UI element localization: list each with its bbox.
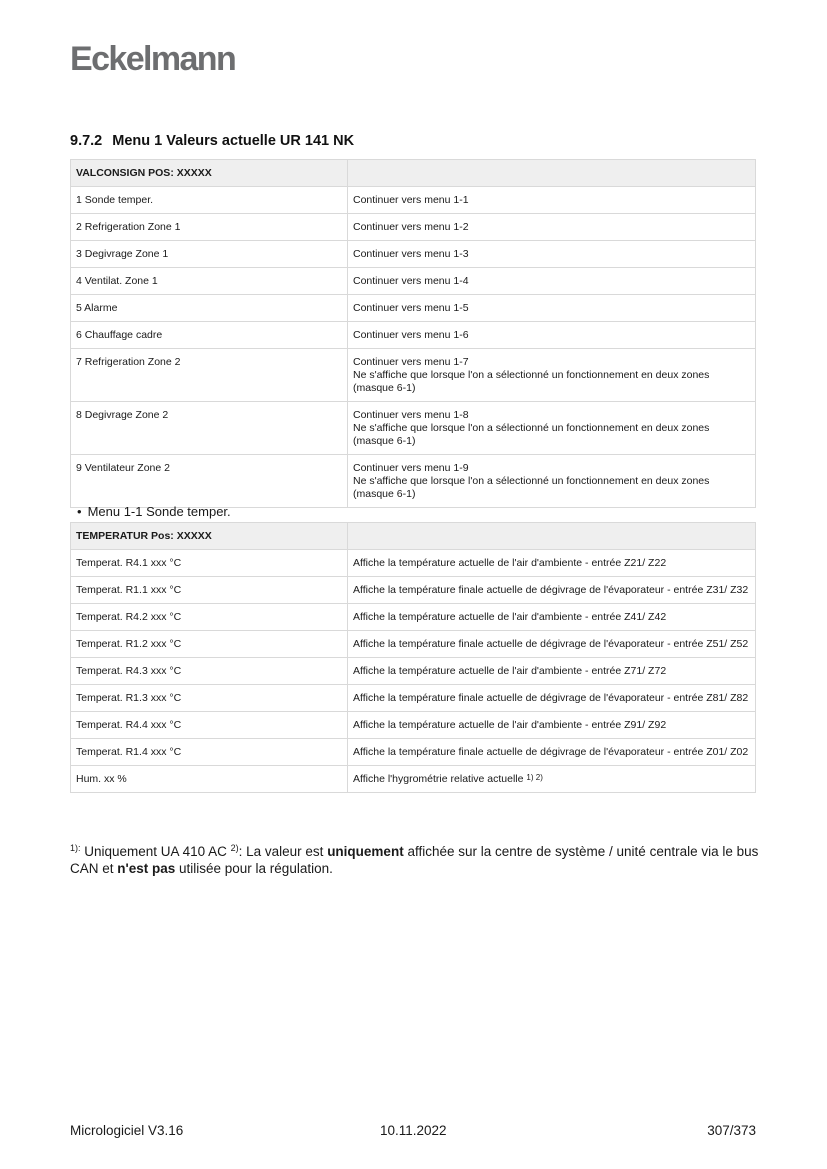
table-cell-desc: Affiche la température actuelle de l'air d'ambiente - entrée Z91/ Z92 — [348, 712, 756, 739]
desc-line: Continuer vers menu 1-6 — [353, 329, 469, 341]
table-row — [71, 241, 756, 268]
table-cell-label: Temperat. R1.1 xxx °C — [71, 577, 348, 604]
table-cell-label: Temperat. R4.3 xxx °C — [71, 658, 348, 685]
desc-line: Continuer vers menu 1-2 — [353, 221, 469, 233]
table-cell-label: Temperat. R4.2 xxx °C — [71, 604, 348, 631]
table-cell-desc — [348, 349, 756, 402]
table-cell-desc: Affiche la température actuelle de l'air d'ambiente - entrée Z71/ Z72 — [348, 658, 756, 685]
table-cell-label: 4 Ventilat. Zone 1 — [71, 268, 348, 295]
footnote — [70, 843, 760, 877]
table-cell-label: Temperat. R4.1 xxx °C — [71, 550, 348, 577]
table-row — [71, 739, 756, 766]
desc-note: Ne s'affiche que lorsque l'on a sélectionné un fonctionnement en deux zones (masque 6-1) — [353, 369, 710, 394]
table-cell-label: Temperat. R4.4 xxx °C — [71, 712, 348, 739]
footnote-text: utilisée pour la régulation. — [175, 861, 333, 876]
desc-line: Continuer vers menu 1-4 — [353, 275, 469, 287]
table-cell-desc — [348, 214, 756, 241]
table-header-empty-cell — [348, 160, 756, 187]
table-cell-desc — [348, 455, 756, 508]
table-row — [71, 349, 756, 402]
eckelmann-logo: Eckelmann — [70, 40, 236, 78]
table-cell-desc — [348, 241, 756, 268]
table-cell-desc — [348, 766, 756, 793]
table-row — [71, 604, 756, 631]
table-cell-label: 2 Refrigeration Zone 1 — [71, 214, 348, 241]
table-cell-desc — [348, 402, 756, 455]
table-header-cell: VALCONSIGN POS: XXXXX — [71, 160, 348, 187]
bullet-item — [77, 504, 231, 519]
table-cell-label: 8 Degivrage Zone 2 — [71, 402, 348, 455]
footnote-text: : La valeur est — [238, 844, 328, 859]
section-title-text: Menu 1 Valeurs actuelle UR 141 NK — [112, 133, 355, 149]
table-row — [71, 268, 756, 295]
footnote-marker-1: 1): — [70, 843, 81, 853]
table-cell-desc: Affiche la température finale actuelle de dégivrage de l'évaporateur - entrée Z51/ Z52 — [348, 631, 756, 658]
bullet-dot-icon: • — [77, 504, 82, 519]
desc-note: Ne s'affiche que lorsque l'on a sélectionné un fonctionnement en deux zones (masque 6-1) — [353, 422, 710, 447]
valconsign-table — [70, 159, 756, 508]
table-cell-label: 1 Sonde temper. — [71, 187, 348, 214]
table-row — [71, 631, 756, 658]
table-cell-label: 5 Alarme — [71, 295, 348, 322]
desc-line: Continuer vers menu 1-5 — [353, 302, 469, 314]
table-row — [71, 712, 756, 739]
table-row — [71, 295, 756, 322]
footnote-ref: 1) 2) — [526, 773, 543, 782]
table-cell-desc: Affiche la température finale actuelle de dégivrage de l'évaporateur - entrée Z01/ Z02 — [348, 739, 756, 766]
table-cell-desc: Affiche la température finale actuelle de dégivrage de l'évaporateur - entrée Z31/ Z32 — [348, 577, 756, 604]
footnote-bold: n'est pas — [117, 861, 176, 876]
table-cell-desc: Affiche la température actuelle de l'air d'ambiente - entrée Z41/ Z42 — [348, 604, 756, 631]
desc-line: Continuer vers menu 1-9 — [353, 462, 469, 474]
table-row — [71, 550, 756, 577]
table-cell-label: 3 Degivrage Zone 1 — [71, 241, 348, 268]
bullet-text: Menu 1-1 Sonde temper. — [87, 504, 231, 519]
table-row — [71, 577, 756, 604]
temperatur-table — [70, 522, 756, 793]
table-cell-label: Temperat. R1.4 xxx °C — [71, 739, 348, 766]
table-row — [71, 658, 756, 685]
table-row — [71, 685, 756, 712]
footer-firmware: Micrologiciel V3.16 — [70, 1123, 184, 1138]
table-row — [71, 322, 756, 349]
section-number: 9.7.2 — [70, 133, 103, 149]
table-row — [71, 766, 756, 793]
table-cell-label: Hum. xx % — [71, 766, 348, 793]
table-header-empty-cell — [348, 523, 756, 550]
table-row — [71, 214, 756, 241]
footnote-text: Uniquement UA 410 AC — [80, 844, 231, 859]
table-cell-desc: Affiche la température finale actuelle de dégivrage de l'évaporateur - entrée Z81/ Z82 — [348, 685, 756, 712]
desc-line: Continuer vers menu 1-8 — [353, 409, 469, 421]
table-cell-label: 7 Refrigeration Zone 2 — [71, 349, 348, 402]
section-title — [70, 133, 354, 149]
table-cell-desc — [348, 295, 756, 322]
desc-line: Continuer vers menu 1-1 — [353, 194, 469, 206]
footnote-marker-2: 2) — [230, 843, 239, 853]
table-header-row — [71, 523, 756, 550]
table-cell-label: 6 Chauffage cadre — [71, 322, 348, 349]
table-row — [71, 187, 756, 214]
footer-date: 10.11.2022 — [380, 1123, 447, 1138]
desc-note: Ne s'affiche que lorsque l'on a sélectionné un fonctionnement en deux zones (masque 6-1) — [353, 475, 710, 500]
desc-text: Affiche l'hygrométrie relative actuelle — [353, 773, 524, 785]
desc-line: Continuer vers menu 1-7 — [353, 356, 469, 368]
table-cell-desc: Affiche la température actuelle de l'air d'ambiente - entrée Z21/ Z22 — [348, 550, 756, 577]
desc-line: Continuer vers menu 1-3 — [353, 248, 469, 260]
footer-page-number: 307/373 — [707, 1123, 756, 1138]
table-row — [71, 455, 756, 508]
footnote-bold: uniquement — [327, 844, 404, 859]
table-cell-desc — [348, 322, 756, 349]
table-cell-label: 9 Ventilateur Zone 2 — [71, 455, 348, 508]
table-cell-desc — [348, 268, 756, 295]
table-cell-desc — [348, 187, 756, 214]
table-row — [71, 402, 756, 455]
table-cell-label: Temperat. R1.2 xxx °C — [71, 631, 348, 658]
table-header-cell: TEMPERATUR Pos: XXXXX — [71, 523, 348, 550]
table-header-row — [71, 160, 756, 187]
footnote-text: affichée sur la centre de système / unité centrale via le bus CAN et — [70, 844, 759, 876]
table-cell-label: Temperat. R1.3 xxx °C — [71, 685, 348, 712]
